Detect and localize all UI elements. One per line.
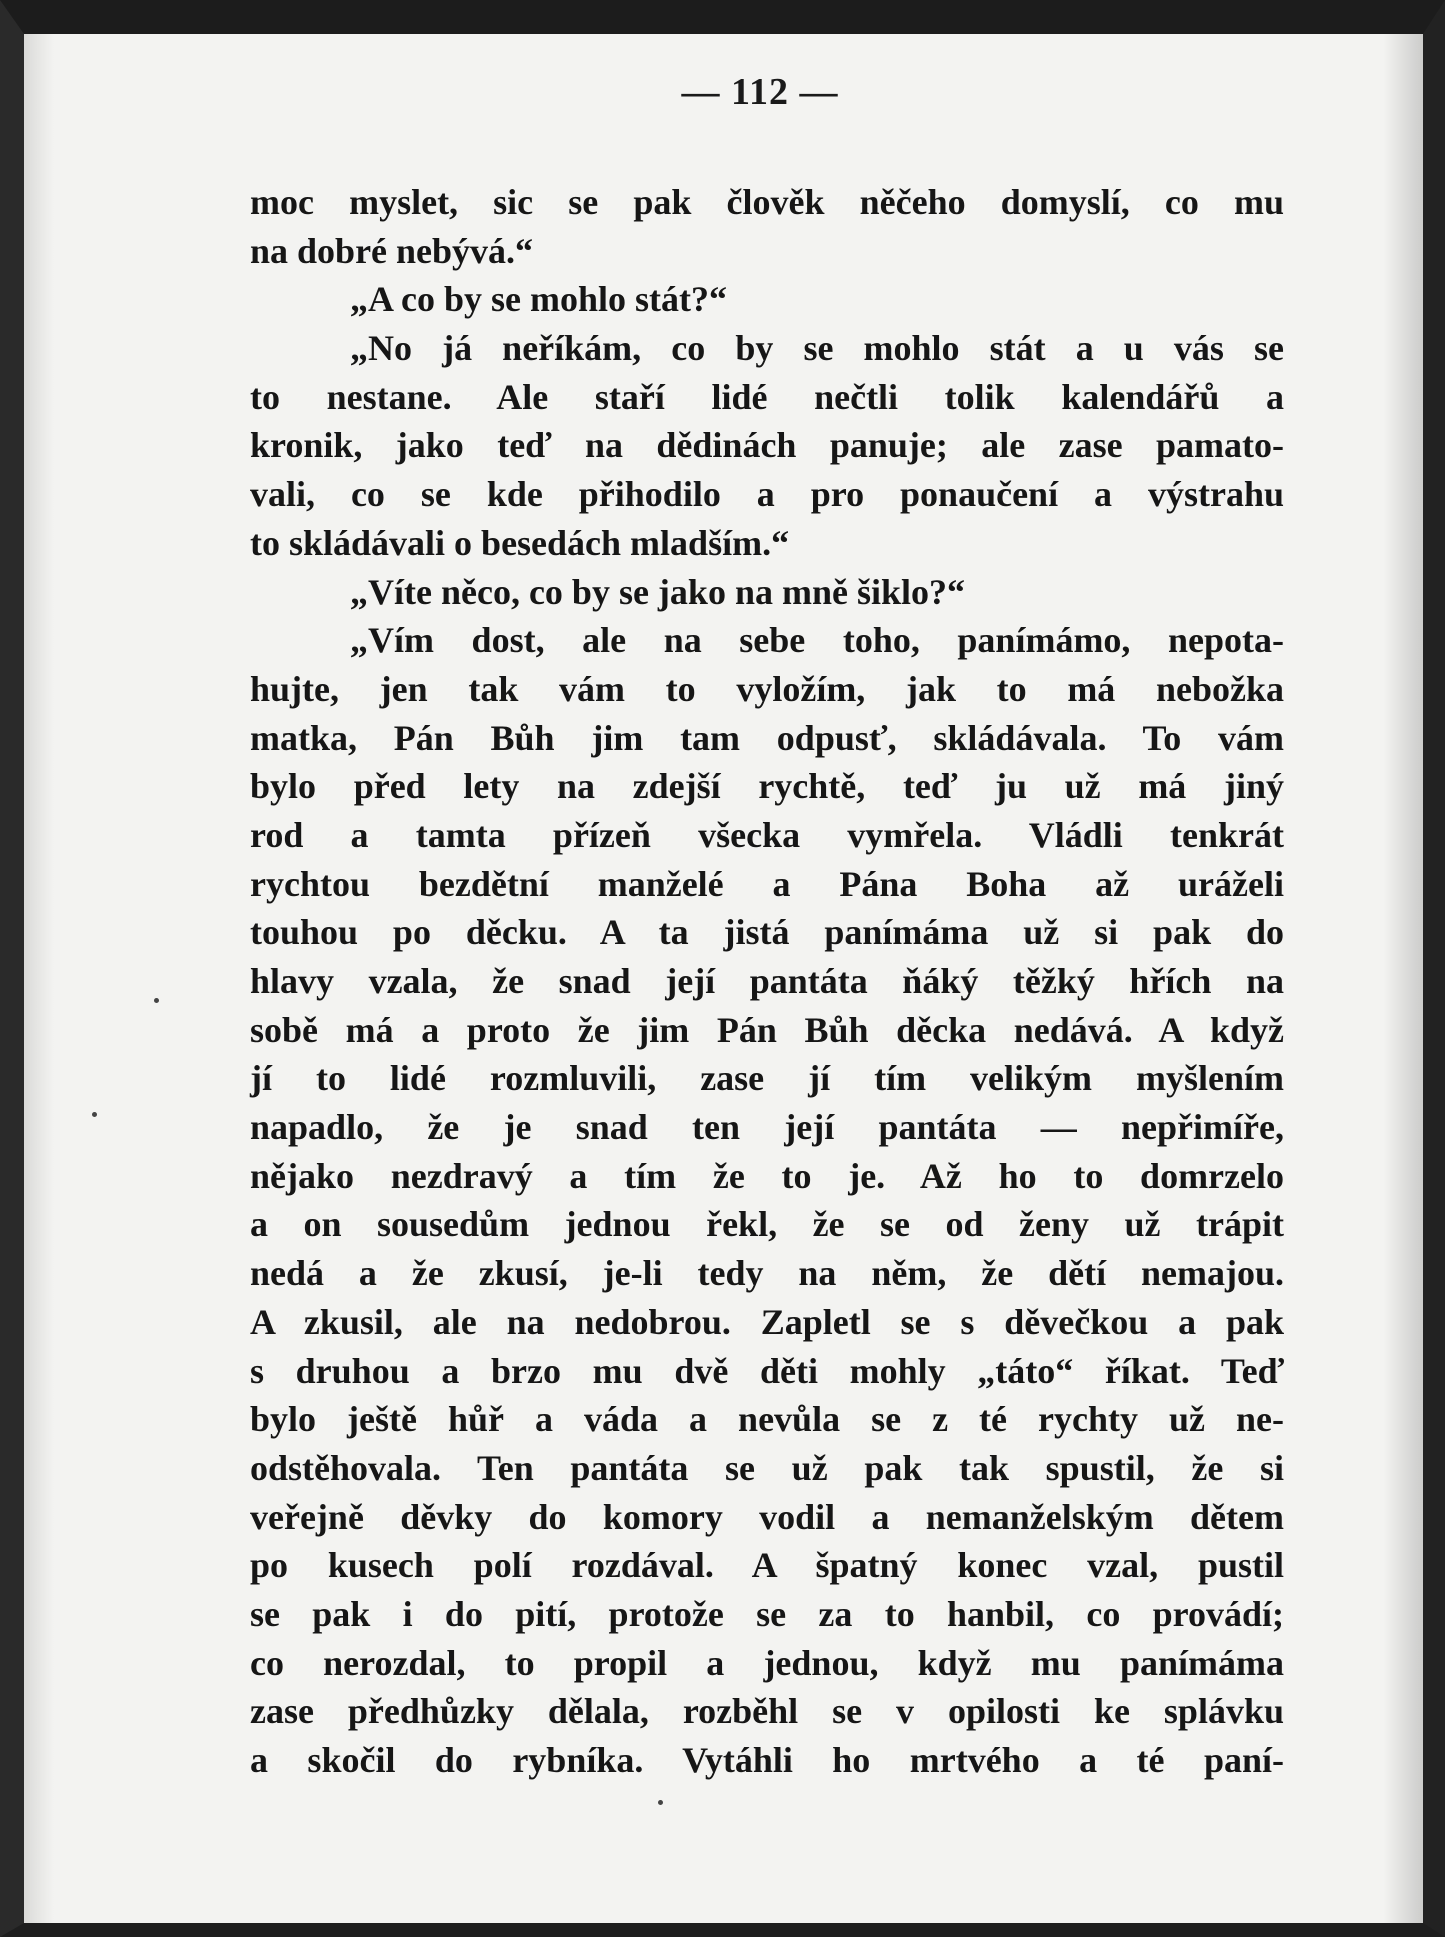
text-line: A zkusil, ale na nedobrou. Zapletl se s děvečkou a pak xyxy=(250,1301,1284,1342)
text-line: na dobré nebývá.“ xyxy=(250,230,534,271)
scan-speck xyxy=(92,1112,97,1117)
text-line: sobě má a proto že jim Pán Bůh děcka nedává. A když xyxy=(250,1009,1284,1050)
text-line: napadlo, že je snad ten její pantáta — nepřimíře, xyxy=(250,1107,1284,1148)
text-line: vali, co se kde přihodilo a pro ponaučení a výstrahu xyxy=(250,474,1284,515)
text-line: veřejně děvky do komory vodil a nemanželským dětem xyxy=(250,1496,1284,1537)
text-line: to nestane. Ale staří lidé nečtli tolik kalendářů a xyxy=(250,376,1284,417)
text-line: „Vím dost, ale na sebe toho, panímámo, nepota- xyxy=(350,620,1284,661)
text-line: a skočil do rybníka. Vytáhli ho mrtvého a té paní- xyxy=(250,1740,1284,1780)
page-number: — 112 — xyxy=(681,71,839,113)
text-line: matka, Pán Bůh jim tam odpusť, skládávala. To vám xyxy=(250,717,1284,758)
page-edge-shadow-left xyxy=(24,34,54,1923)
text-line: moc myslet, sic se pak člověk něčeho domyslí, co mu xyxy=(250,182,1284,222)
text-line: rychtou bezdětní manželé a Pána Boha až uráželi xyxy=(250,863,1284,904)
scan-speck xyxy=(658,1800,663,1805)
text-line: bylo před lety na zdejší rychtě, teď ju už má jiný xyxy=(250,766,1284,807)
text-line: co nerozdal, to propil a jednou, když mu panímáma xyxy=(250,1642,1284,1683)
text-line: „Víte něco, co by se jako na mně šiklo?“ xyxy=(350,571,965,612)
text-line: jí to lidé rozmluvili, zase jí tím velikým myšlením xyxy=(250,1058,1284,1099)
text-line: touhou po děcku. A ta jistá panímáma už si pak do xyxy=(250,912,1284,953)
text-line: a on sousedům jednou řekl, že se od ženy už trápit xyxy=(250,1204,1284,1245)
text-line: to skládávali o besedách mladším.“ xyxy=(250,522,790,563)
text-line: se pak i do pití, protože se za to hanbil, co provádí; xyxy=(250,1593,1284,1634)
text-line: „No já neříkám, co by se mohlo stát a u vás se xyxy=(350,328,1284,369)
text-line: po kusech polí rozdával. A špatný konec vzal, pustil xyxy=(250,1545,1284,1586)
text-line: s druhou a brzo mu dvě děti mohly „táto“ říkat. Teď xyxy=(250,1350,1284,1391)
body-text xyxy=(250,178,1284,1785)
text-line: kronik, jako teď na dědinách panuje; ale zase pamato- xyxy=(250,425,1284,466)
text-line: hujte, jen tak vám to vyložím, jak to má nebožka xyxy=(250,668,1284,709)
text-line: bylo ještě hůř a váda a nevůla se z té rychty už ne- xyxy=(250,1399,1284,1440)
text-line: zase předhůzky dělala, rozběhl se v opilosti ke splávku xyxy=(250,1691,1284,1732)
text-line: „A co by se mohlo stát?“ xyxy=(350,279,727,320)
page-edge-shadow-right xyxy=(1383,34,1423,1923)
text-line: nedá a že zkusí, je-li tedy na něm, že dětí nemajou. xyxy=(250,1253,1284,1294)
scan-speck xyxy=(154,998,159,1003)
text-line: rod a tamta přízeň všecka vymřela. Vládli tenkrát xyxy=(250,814,1284,855)
text-line: hlavy vzala, že snad její pantáta ňáký těžký hřích na xyxy=(250,961,1284,1001)
text-line: odstěhovala. Ten pantáta se už pak tak spustil, že si xyxy=(250,1447,1284,1488)
text-line: nějako nezdravý a tím že to je. Až ho to domrzelo xyxy=(250,1155,1284,1196)
